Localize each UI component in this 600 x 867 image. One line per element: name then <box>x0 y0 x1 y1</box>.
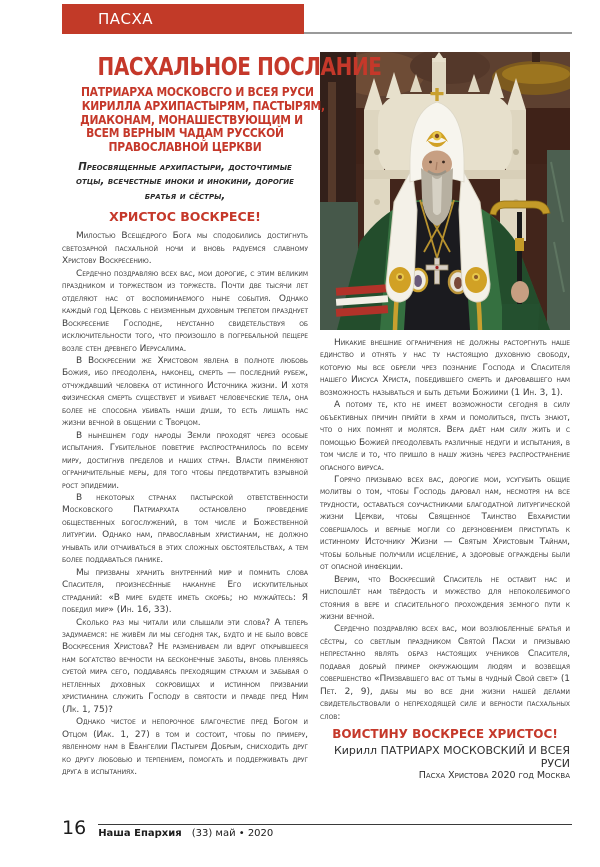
subtitle-line: ПАТРИАРХА МОСКОВСГО И ВСЕЯ РУСИ <box>80 84 314 99</box>
marble-pillar-right <box>547 150 570 330</box>
greeting-heading: ХРИСТОС ВОСКРЕСЕ! <box>109 209 261 225</box>
issue-info: (33) май • 2020 <box>191 828 274 839</box>
mantle-stripes <box>336 284 388 317</box>
body-paragraph: Сердечно поздравляю всех вас, мои возлюбленные братья и сёстры, со светлым праздником Святой Пасхи и призываю непрестанно являть образ настоящих учеников Спасителя, подавая добрый пример окружающим людям и возвещая совершенство «Призвавшего вас от тьмы в чудный Свой свет» (1 Пет. 2, 9), дабы мы во все дни жизни нашей делами свидетельствовали о непреходящей силе и верности пасхальных слов: <box>320 624 570 722</box>
body-paragraph: Милостью Всещедрого Бога мы сподобились достигнуть светозарной пасхальной ночи и вновь радуемся славному Христову Воскресению. <box>62 231 308 267</box>
body-paragraph: В некоторых странах пастырской ответственности Московского Патриархата остановлено проведение общественных богослужений, в том числе и Божественной литургии. Однако нам, православным христианам, не должно унывать или отчаиваться в этих сложных обстоятельствах, а тем более поддаваться панике. <box>62 493 308 566</box>
article-body <box>62 52 570 781</box>
left-column <box>62 52 382 781</box>
eye <box>429 161 432 164</box>
body-paragraph: Мы призваны хранить внутренний мир и помнить слова Спасителя, произнесённые накануне Его искупительных страданий: «В мире будете иметь скорбь; но мужайтесь: Я победил мир» (Ин. 16, 33). <box>62 567 308 616</box>
patriarch-photo-illustration <box>320 52 570 330</box>
subtitle-line: КИРИЛЛА АРХИПАСТЫРЯМ, ПАСТЫРЯМ, <box>81 97 325 113</box>
page-number: 16 <box>62 817 87 839</box>
body-paragraph: Горячо призываю всех вас, дорогие мои, усугубить общие молитвы о том, чтобы Господь даровал нам, несмотря на все трудности, оставаться соучастниками благодатной литургической жизни Церкви, чтобы Священное Таинство Евхаристии совершалось и верные могли со дерзновением приступать к истинному Источнику Жизни — Святым Христовым Тайнам, чтобы больные получили исцеление, а здоровые ограждены были от опасной инфекции. <box>320 474 570 573</box>
body-paragraph: Никакие внешние ограничения не должны расторгнуть наше единство и отнять у нас ту настоящую духовную свободу, которую мы все обрели чрез познание Господа и Спасителя нашего Иисуса Христа, победившего смерть и даровавшего нам возможность называться и быть детьми Божиими (1 Ин. 3, 1). <box>320 338 570 398</box>
body-paragraph: Сердечно поздравляю всех вас, мои дорогие, с этим великим праздником и торжеством из торжеств. Почти две тысячи лет отделяют нас от воспоминаемого ныне события. Однако каждый год Церковь с неизменным духовным трепетом празднует Воскресение Господне, неустанно свидетельствуя об исключительности того, что произошло в погребальной пещере возле стен древнего Иерусалима. <box>62 268 308 354</box>
body-paragraph: В нынешнем году народы Земли проходят через особые испытания. Губительное поветрие распространилось по всему миру, достигнув пределов и наших стран. Власти применяют ограничительные меры, для того чтобы предотвратить взрывной рост эпидемии. <box>62 430 308 491</box>
subtitle-line: ПРАВОСЛАВНОЙ ЦЕРКВИ <box>108 139 262 155</box>
seraph-right <box>465 267 487 293</box>
sleeve <box>502 304 540 330</box>
body-paragraph: А потому те, кто не имеет возможности сегодня в силу объективных причин прийти в храм и помолиться, пусть знают, что о них помнят и молятся. Вера даёт нам силу жить и с помощью Божией преодолевать различные недуги и испытания, в том числе и то, что пришло в нашу жизнь через распространение опасного вируса. <box>320 400 570 473</box>
seraph-left <box>389 267 411 293</box>
page-title: ПАСХАЛЬНОЕ ПОСЛАНИЕ <box>97 52 382 81</box>
patriarch-photo <box>320 52 570 330</box>
page-footer <box>62 818 572 839</box>
subtitle-line: ВСЕМ ВЕРНЫМ ЧАДАМ РУССКОЙ <box>86 125 284 141</box>
signature-name: Кирилл ПАТРИАРХ МОСКОВСКИЙ И ВСЕЯ РУСИ <box>333 744 570 771</box>
salutation: Преосвященные архипастыри, досточтимые отцы, всечестные иноки и инокини, дорогие братья и сёстры, <box>76 161 294 202</box>
body-paragraph: Сколько раз мы читали или слышали эти слова? А теперь задумаемся: не живём ли мы сегодня так, будто и не было вовсе Воскресения Христова? Не размениваем ли вдруг открывшееся нам богатство вечности на бесконечные заботы, вновь пленяясь суетой мира сего, поддаваясь преходящим страхам и забывая о нетленных духовных сокровищах и истинном призвании христианина служить Господу в святости и правде пред Ним (Лк. 1, 75)? <box>62 617 308 715</box>
body-paragraph: В Воскресении же Христовом явлена в полноте любовь Божия, ибо преодолена, наконец, смерть — последний рубеж, отчуждавший человека от истинного Источника жизни. И хотя физическая смерть существует и убивает человеческие тела, она более не способна убивать наши души, то есть лишать нас жизни вечной в общении с Творцом. <box>62 356 308 429</box>
right-column <box>320 52 570 781</box>
magazine-title: Наша Епархия <box>98 828 182 839</box>
signature-date: Пасха Христова 2020 год Москва <box>418 770 570 782</box>
body-paragraph: Однако чистое и непорочное благочестие пред Богом и Отцом (Иак. 1, 27) в том и состоит, чтобы по примеру, явленному нам в Евангелии Пастырем Добрым, снисходить друг ко другу любовью и терпением, помогать и поддерживать друг друга в испытаниях. <box>62 717 308 777</box>
body-paragraph: Верим, что Воскресший Спаситель не оставит нас и ниспошлёт нам твёрдость и мужество для непоколебимого стояния в вере и спасительного прохождения земного пути к жизни вечной. <box>320 574 570 622</box>
subtitle-line: ДИАКОНАМ, МОНАШЕСТВУЮЩИМ И <box>80 111 303 127</box>
hand <box>511 281 529 303</box>
footer-divider <box>98 824 572 825</box>
closing-exclamation: ВОИСТИНУ ВОСКРЕСЕ ХРИСТОС! <box>332 727 558 742</box>
eye <box>442 161 445 164</box>
section-label: ПАСХА <box>98 10 154 28</box>
section-header-bar <box>62 4 304 34</box>
